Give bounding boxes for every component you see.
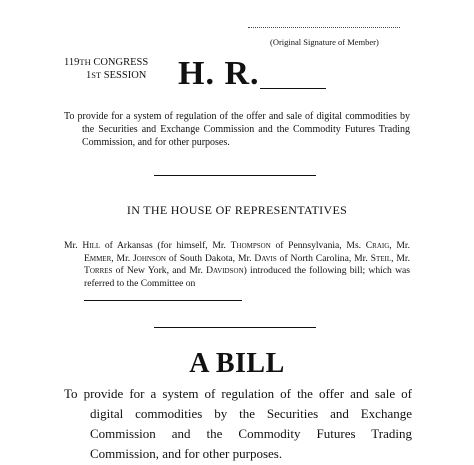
signature-caption: (Original Signature of Member) [270, 37, 379, 47]
signature-line [248, 27, 400, 28]
session-label [86, 70, 146, 81]
sponsor-name: Johnson [133, 252, 166, 264]
divider-rule-top [154, 175, 316, 176]
session-number: 1 [86, 70, 92, 81]
congress-number: 119 [64, 57, 80, 68]
sponsor-connector: of North Carolina, Mr. [276, 252, 371, 264]
sponsor-name: Emmer [84, 252, 112, 264]
committee-blank-line [84, 300, 242, 301]
long-purpose [64, 384, 412, 464]
congress-suffix: TH [79, 57, 91, 67]
congress-label [64, 57, 148, 68]
sponsor-connector: , Mr. [389, 240, 410, 251]
sponsor-connector: , Mr. [391, 252, 410, 264]
session-word: SESSION [101, 70, 147, 81]
short-purpose [64, 110, 410, 149]
sponsor-text [64, 240, 410, 290]
sponsor-prefix: Mr. [64, 240, 83, 251]
sponsor-name: Craig [365, 240, 390, 251]
bill-designation: H. R. [178, 55, 260, 92]
sponsor-name: Davis [254, 252, 277, 264]
sponsor-connector: of Arkansas (for himself, Mr. [100, 240, 231, 251]
sponsor-connector: , Mr. [111, 252, 134, 264]
sponsor-connector: ) introduced the following bill; which was referred to the Committee on [84, 265, 410, 289]
chamber-heading: IN THE HOUSE OF REPRESENTATIVES [126, 203, 348, 217]
sponsor-paragraph [64, 240, 410, 290]
divider-rule-bottom [154, 327, 316, 328]
short-purpose-text: To provide for a system of regulation of the offer and sale of digital commodities by the Securities and Exchange Commission and the Commodity Futures Trading Commission, and for other purposes. [64, 111, 410, 148]
sponsor-connector: of Pennsylvania, Ms. [270, 240, 366, 251]
sponsor-connector: of New York, and Mr. [112, 265, 207, 276]
bill-heading: A BILL [189, 348, 285, 379]
sponsor-name: Thompson [230, 240, 271, 251]
sponsor-name: Torres [84, 265, 113, 276]
sponsor-name: Hill [82, 240, 101, 251]
sponsor-name: Steil [370, 252, 392, 264]
long-purpose-text: To provide for a system of regulation of the offer and sale of digital commodities by the Securities and Exchange Commission and the Commodity Futures Trading Commission, and for other purposes. [64, 386, 412, 461]
sponsor-name: Davidson [206, 265, 244, 276]
congress-word: CONGRESS [90, 57, 149, 68]
bill-number-blank [260, 88, 326, 89]
session-suffix: ST [91, 70, 102, 80]
sponsor-connector: of South Dakota, Mr. [165, 252, 255, 264]
